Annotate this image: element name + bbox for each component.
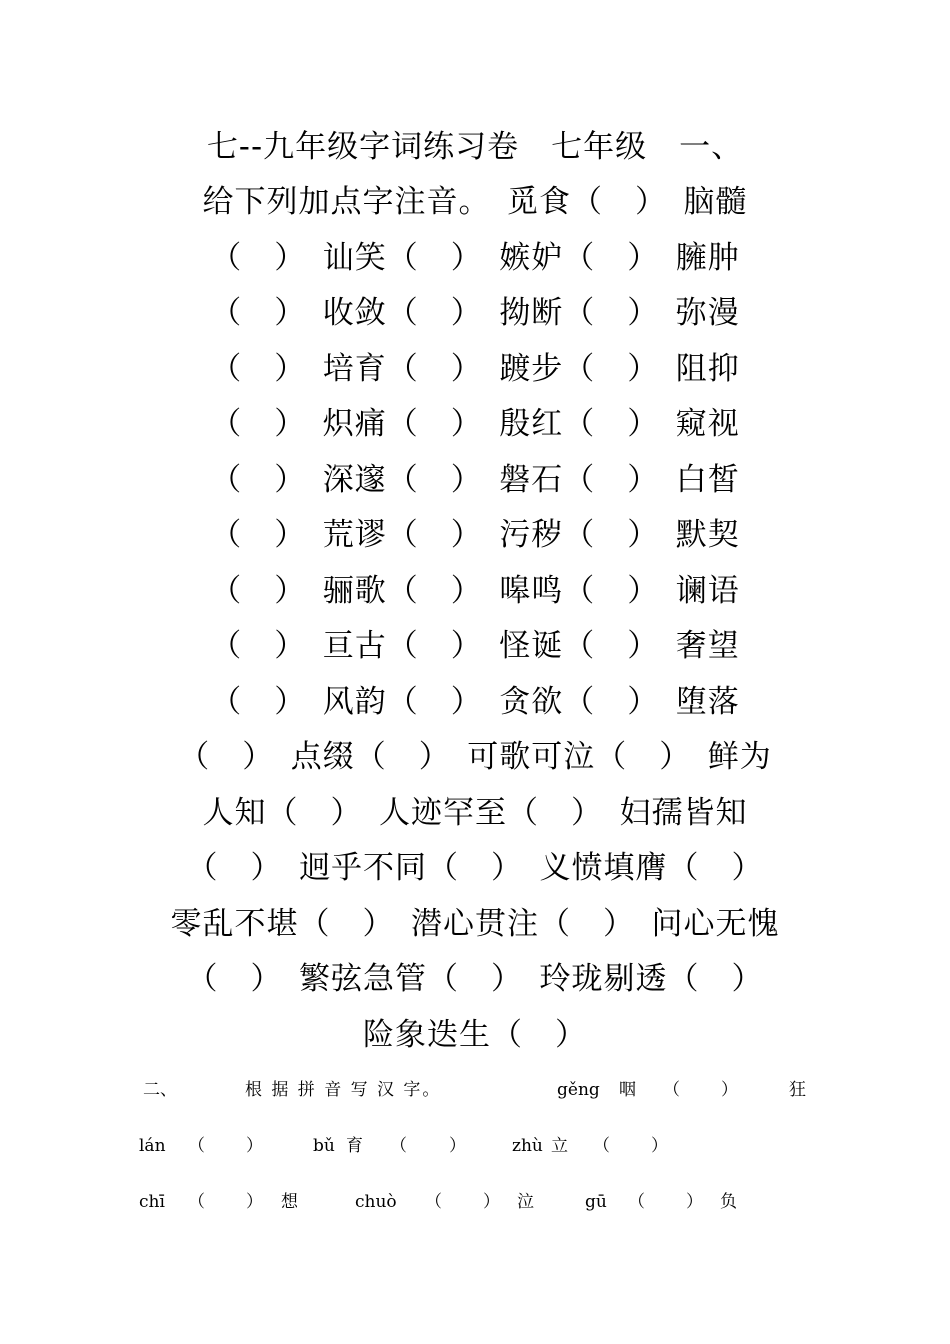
- hanzi: 负: [720, 1192, 737, 1212]
- hanzi: 立: [551, 1136, 568, 1156]
- blank-open: （: [188, 1192, 205, 1212]
- blank-open: （: [188, 1136, 205, 1156]
- section2-number: 二、: [143, 1080, 177, 1100]
- blank-close: ）: [721, 1080, 738, 1100]
- text-line: 零乱不堪（ ） 潜心贯注（ ） 问心无愧: [170, 906, 780, 942]
- text-line: （ ） 骊歌（ ） 嗥鸣（ ） 谰语: [210, 573, 740, 609]
- pinyin: chuò: [355, 1192, 397, 1212]
- hanzi: 咽: [619, 1080, 636, 1100]
- pinyin: lán: [139, 1136, 166, 1156]
- pinyin: bǔ: [313, 1136, 335, 1156]
- text-line: 给下列加点字注音。 觅食（ ） 脑髓: [202, 184, 748, 220]
- text-line: （ ） 点缀（ ） 可歌可泣（ ） 鲜为: [178, 739, 772, 775]
- blank-close: ）: [483, 1192, 500, 1212]
- text-line: （ ） 培育（ ） 踱步（ ） 阻抑: [210, 351, 740, 387]
- hanzi: 育: [346, 1136, 363, 1156]
- blank-open: （: [390, 1136, 407, 1156]
- text-line: （ ） 深邃（ ） 磐石（ ） 白皙: [210, 462, 740, 498]
- text-line: （ ） 讪笑（ ） 嫉妒（ ） 臃肿: [210, 240, 740, 276]
- blank-close: ）: [449, 1136, 466, 1156]
- blank-close: ）: [686, 1192, 703, 1212]
- blank-open: （: [628, 1192, 645, 1212]
- worksheet-title: 七--九年级字词练习卷 七年级 一、: [206, 129, 744, 165]
- pinyin: zhù: [512, 1136, 543, 1156]
- text-line: （ ） 风韵（ ） 贪欲（ ） 堕落: [210, 684, 740, 720]
- text-line: （ ） 繁弦急管（ ） 玲珑剔透（ ）: [186, 961, 764, 997]
- pinyin: chī: [139, 1192, 165, 1212]
- pinyin: gū: [585, 1192, 607, 1212]
- text-line: （ ） 收敛（ ） 拗断（ ） 弥漫: [210, 295, 740, 331]
- blank-close: ）: [651, 1136, 668, 1156]
- hanzi: 狂: [789, 1080, 806, 1100]
- blank-open: （: [663, 1080, 680, 1100]
- blank-close: ）: [246, 1192, 263, 1212]
- hanzi: 泣: [517, 1192, 534, 1212]
- blank-open: （: [593, 1136, 610, 1156]
- text-line: （ ） 炽痛（ ） 殷红（ ） 窥视: [210, 406, 740, 442]
- text-line: 人知（ ） 人迹罕至（ ） 妇孺皆知: [202, 795, 748, 831]
- hanzi: 想: [281, 1192, 298, 1212]
- text-line: （ ） 亘古（ ） 怪诞（ ） 奢望: [210, 628, 740, 664]
- text-line: （ ） 迥乎不同（ ） 义愤填膺（ ）: [186, 850, 764, 886]
- pinyin: gěng: [557, 1080, 600, 1100]
- blank-close: ）: [246, 1136, 263, 1156]
- section2-heading: 根 据 拼 音 写 汉 字。: [245, 1080, 442, 1100]
- text-line: 险象迭生（ ）: [363, 1017, 587, 1053]
- text-line: （ ） 荒谬（ ） 污秽（ ） 默契: [210, 517, 740, 553]
- blank-open: （: [425, 1192, 442, 1212]
